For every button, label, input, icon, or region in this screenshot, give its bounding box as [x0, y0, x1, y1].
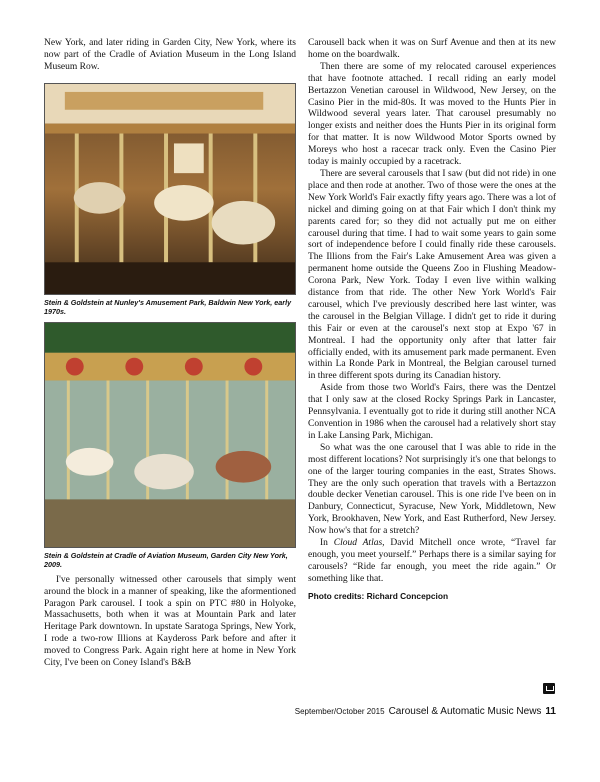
photo-nunleys-carousel — [44, 83, 296, 295]
page-number: 11 — [545, 706, 556, 717]
left-para-top: New York, and later riding in Garden City, New York, where its now part of the Cradle of Aviation Museum in the Long Island Museum Row. — [44, 38, 296, 72]
right-para-3: There are several carousels that I saw (but did not ride) in one place and then rode at another. Two of those were the ones at the New York World's Fair exactly fifty years ago. There was a lot of nickel and diming going on at that Fair which I don't think my parents cared for; so they did not actually put me on either carousel during that time. I had to wait some years to gain some sort of independence before I could finally ride these carousels. The Illions from the Fair's Lake Amusement Area was given a permanent home outside the Queens Zoo in Flushing Meadow- Corona Park, New York. Today I even live within walking distance from that ride. The other New York World's Fair carousel, which I've previously described here last winter, was the carousel in the Belgian Village. I didn't get to ride it during this Fair or even at the carousel's next stop at Expo '67 in Montreal. I had the opportunity only after that latter fair officially ended, with its amusement park made permanent. Even within La Ronde Park in Montreal, the Belgian carousel turned in three different spots during its Canadian history. — [308, 168, 556, 382]
footer-issue: September/October 2015 — [294, 707, 385, 716]
right-column — [308, 38, 556, 601]
photo-caption-1: Stein & Goldstein at Nunley's Amusement Park, Baldwin New York, early 1970s. — [44, 297, 292, 316]
end-of-article-icon — [543, 683, 555, 694]
right-para-1: Carousell back when it was on Surf Avenue and then at its new home on the boardwalk. — [308, 38, 556, 60]
photo-cradle-of-aviation-carousel — [44, 322, 296, 548]
photo-credits: Photo credits: Richard Concepcion — [308, 590, 449, 601]
left-para-bottom: I've personally witnessed other carousels that simply went around the block in a manner of speaking, like the aformentioned Paragon Park carousel. I took a spin on PTC #80 in Holyoke, Massachusetts, both when it was at Mountain Park and later Heritage Park downtown. In upstate Saratoga Springs, New York, I rode a two-row Illions at Kaydeross Park before and after it moved to Congress Park. Again right here at home in New York City, I've been on Coney Island's B&B — [44, 574, 296, 669]
right-para-6 — [308, 538, 556, 586]
footer-magazine: Carousel & Automatic Music News — [388, 706, 542, 717]
right-para-5: So what was the one carousel that I was able to ride in the most different locations? Not surprisingly it's one that belongs to one of the larger touring companies in the east, Strates Shows. They are the only such operation that travels with a Bertazzon double decker Venetian carousel. This is one ride I've been on in Danbury, Connecticut, Syracuse, New York, Middletown, New York, Brookhaven, New York, and East Rutherford, New Jersey. Now how's that for a stretch? — [308, 442, 556, 537]
book-title: Cloud Atlas, — [333, 538, 385, 549]
left-column — [44, 38, 296, 670]
para-6-lead: In — [320, 538, 328, 549]
page-footer — [295, 706, 556, 717]
right-para-2: Then there are some of my relocated carousel experiences that have footnote attached. I recall riding an early model Bertazzon Venetian carousel in Wildwood, New Jersey, on the Casino Pier in the mid-80s. It was moved to the Hunts Pier in Wildwood several years later. That carousel presumably no longer exists and neither does the Hunts Pier in its original form for that matter. It is now Wildwood Motor Sports owned by Moreys who host a racecar track only. Even the Casino Pier today is mainly occupied by a racetrack. — [308, 61, 556, 168]
photo-caption-2: Stein & Goldstein at Cradle of Aviation Museum, Garden City New York, 2009. — [44, 550, 288, 569]
para-6-rest: David Mitchell once wrote, “Travel far enough, you meet yourself.” Perhaps there is a similar saying for carousels? “Ride far enough, you meet the ride again.” Or something like that. — [308, 538, 557, 584]
right-para-4: Aside from those two World's Fairs, there was the Dentzel that I only saw at the closed Rocky Springs Park in Lancaster, Pennsylvania. I eventually got to ride it during still another NCA Convention in 1986 when the carousel had a relatively short stay in Lake Lansing Park, Michigan. — [308, 383, 556, 441]
